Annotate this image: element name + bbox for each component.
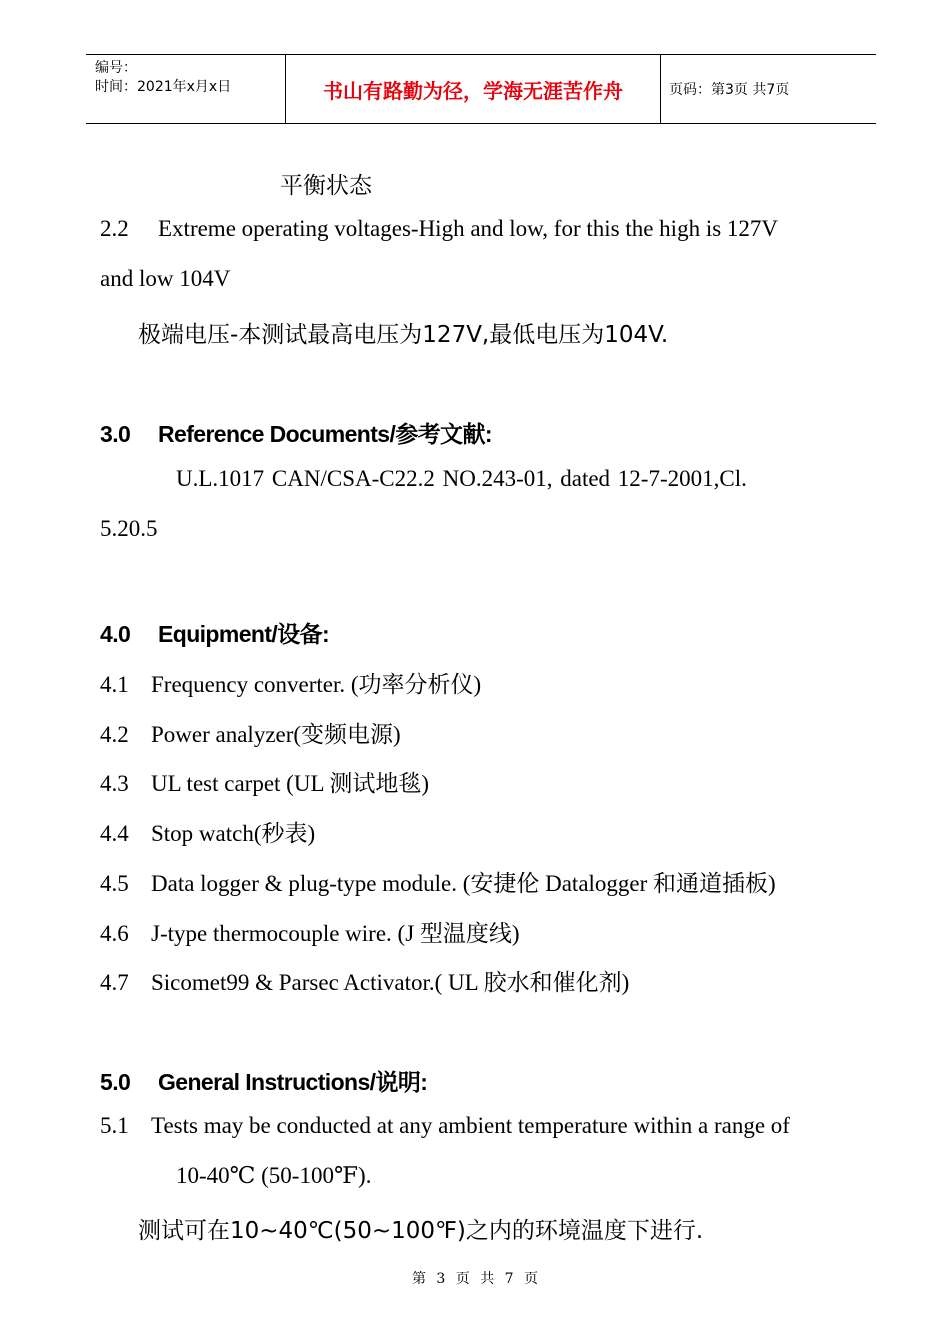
section-2-2-text-b: and low 104V — [100, 266, 231, 291]
section-2-2-number: 2.2 — [100, 216, 129, 241]
equipment-item — [100, 815, 315, 848]
equipment-number: 4.2 — [100, 722, 129, 747]
section-5-1-line-a — [100, 1113, 790, 1139]
equipment-item — [100, 865, 776, 898]
page-header — [86, 54, 876, 124]
section-3-text-b: 5.20.5 — [100, 516, 158, 541]
time-label: 时间：2021年x月x日 — [95, 79, 232, 95]
section-4-title: Equipment/设备: — [158, 621, 330, 647]
equipment-number: 4.1 — [100, 672, 129, 697]
equipment-item — [100, 765, 429, 798]
section-3-text-a: U.L.1017 CAN/CSA-C22.2 NO.243-01, dated 12-7-2001,Cl. — [176, 466, 747, 491]
section-5-1-chinese: 测试可在10~40℃(50~100℉)之内的环境温度下进行. — [138, 1218, 704, 1244]
balance-line: 平衡状态 — [280, 173, 372, 199]
equipment-item — [100, 716, 401, 749]
motto-text: 书山有路勤为径，学海无涯苦作舟 — [323, 78, 623, 103]
header-motto-cell — [286, 55, 661, 123]
number-label: 编号： — [95, 60, 137, 76]
equipment-text: Sicomet99 & Parsec Activator.( UL 胶水和催化剂) — [151, 970, 630, 995]
section-3-heading — [100, 416, 492, 449]
equipment-item — [100, 915, 520, 948]
equipment-number: 4.6 — [100, 921, 129, 946]
header-meta — [86, 55, 286, 123]
header-page-cell — [660, 55, 876, 123]
equipment-number: 4.5 — [100, 871, 129, 896]
equipment-text: Power analyzer(变频电源) — [151, 722, 401, 747]
equipment-text: J-type thermocouple wire. (J 型温度线) — [151, 921, 520, 946]
section-5-1-text-b: 10-40℃ (50-100℉). — [176, 1163, 372, 1188]
section-4-number: 4.0 — [100, 621, 131, 647]
section-5-1-text-a: Tests may be conducted at any ambient temperature within a range of — [151, 1113, 790, 1138]
equipment-number: 4.4 — [100, 821, 129, 846]
section-4-heading — [100, 616, 329, 649]
section-3-title: Reference Documents/参考文献: — [158, 421, 492, 447]
section-5-title: General Instructions/说明: — [158, 1069, 428, 1095]
section-3-number: 3.0 — [100, 421, 131, 447]
equipment-text: Data logger & plug-type module. (安捷伦 Datalogger 和通道插板) — [151, 871, 776, 896]
section-2-2-text-a: Extreme operating voltages-High and low, for this the high is 127V — [158, 216, 779, 241]
section-5-number: 5.0 — [100, 1069, 131, 1095]
equipment-text: Frequency converter. (功率分析仪) — [151, 672, 482, 697]
equipment-item — [100, 964, 629, 997]
equipment-item — [100, 666, 481, 699]
section-2-2-line-a — [100, 216, 778, 242]
equipment-number: 4.3 — [100, 771, 129, 796]
section-2-2-chinese: 极端电压-本测试最高电压为127V,最低电压为104V. — [138, 322, 669, 348]
equipment-text: UL test carpet (UL 测试地毯) — [151, 771, 430, 796]
section-5-heading — [100, 1064, 427, 1097]
section-5-1-number: 5.1 — [100, 1113, 129, 1138]
page-label: 页码：第3页 共7页 — [669, 82, 790, 98]
equipment-number: 4.7 — [100, 970, 129, 995]
page-footer: 第 3 页 共 7 页 — [411, 1271, 539, 1287]
equipment-text: Stop watch(秒表) — [151, 821, 316, 846]
